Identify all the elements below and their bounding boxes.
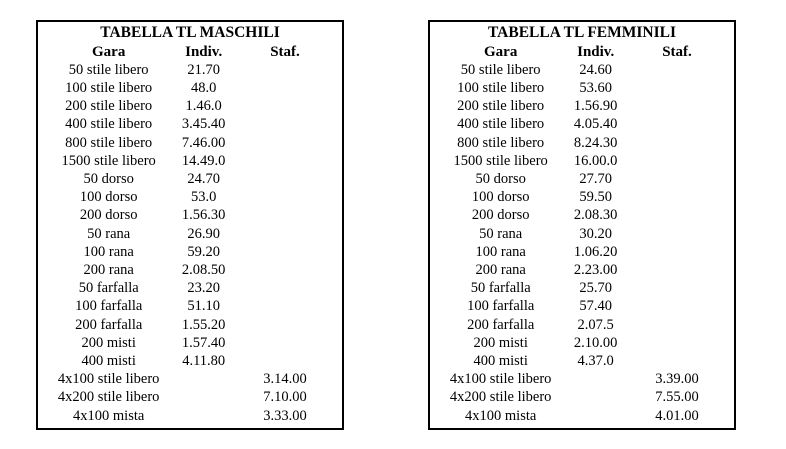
table-cell: 1500 stile libero: [453, 152, 548, 169]
column-header-staf: Staf.: [270, 43, 300, 60]
table-cell: 1.46.0: [185, 98, 222, 115]
table-row: [38, 134, 342, 152]
table-cell: 7.10.00: [263, 389, 307, 406]
table-cell: [228, 188, 342, 206]
table-cell: 4.37.0: [577, 352, 614, 369]
table-cell: [228, 79, 342, 97]
table-cell: [228, 243, 342, 261]
table-cell: 1.57.40: [181, 334, 226, 351]
table-cell: [228, 61, 342, 79]
table-cell: 200 misti: [473, 334, 528, 351]
table-cell: [620, 115, 734, 133]
table-cell: [228, 261, 342, 279]
table-row: [38, 316, 342, 334]
table-row: [38, 61, 342, 79]
table-cell: 200 rana: [475, 261, 526, 278]
table-cell: 48.0: [190, 79, 217, 96]
column-header-gara: Gara: [484, 43, 518, 60]
table-row: [38, 334, 342, 352]
table-row: [38, 297, 342, 315]
table-cell: 50 rana: [479, 225, 523, 242]
table-cell: 4x100 mista: [73, 407, 145, 424]
table-row: [38, 170, 342, 188]
table-cell: 100 dorso: [471, 189, 530, 206]
table-row: [430, 334, 734, 352]
table-row: [38, 407, 342, 425]
table-row: [430, 225, 734, 243]
table-cell: 16.00.0: [573, 152, 618, 169]
table-cell: [571, 388, 620, 406]
table-row: [38, 188, 342, 206]
table-cell: [620, 297, 734, 315]
table-cell: 50 stile libero: [68, 61, 149, 78]
table-cell: 1500 stile libero: [61, 152, 156, 169]
table-cell: 4x100 stile libero: [57, 371, 160, 388]
table-cell: 200 misti: [81, 334, 136, 351]
table-cell: 100 dorso: [79, 189, 138, 206]
table-cell: 200 farfalla: [467, 316, 535, 333]
table-cell: 51.10: [187, 298, 220, 315]
table-cell: 4.01.00: [655, 407, 699, 424]
table-cell: 8.24.30: [573, 134, 618, 151]
table-cell: 4x100 stile libero: [449, 371, 552, 388]
table-cell: 2.10.00: [573, 334, 618, 351]
table-cell: 24.70: [187, 170, 220, 187]
table-cell: 100 farfalla: [75, 298, 143, 315]
table-cell: [228, 134, 342, 152]
table-cell: 53.60: [579, 79, 612, 96]
table-cell: 100 stile libero: [457, 79, 545, 96]
table-cell: 14.49.0: [181, 152, 226, 169]
table-cell: 200 rana: [83, 261, 134, 278]
table-cell: 50 stile libero: [460, 61, 541, 78]
table-cell: [228, 279, 342, 297]
table-cell: [228, 225, 342, 243]
table-cell: [620, 188, 734, 206]
table-cell: [228, 334, 342, 352]
table-row: [38, 115, 342, 133]
table-cell: 59.20: [187, 243, 220, 260]
table-cell: [620, 206, 734, 224]
table-cell: 2.08.30: [573, 207, 618, 224]
table-cell: 4x200 stile libero: [449, 389, 552, 406]
table-cell: [620, 243, 734, 261]
table-cell: [228, 352, 342, 370]
table-cell: 50 farfalla: [470, 280, 531, 297]
table-cell: [620, 334, 734, 352]
table-cell: [620, 316, 734, 334]
table-cell: [620, 352, 734, 370]
table-cell: 100 stile libero: [65, 79, 153, 96]
table-cell: 59.50: [579, 189, 612, 206]
table-row: [38, 225, 342, 243]
table-header-row: [38, 43, 342, 61]
table-row: [430, 79, 734, 97]
table-cell: [571, 407, 620, 425]
table-cell: 57.40: [579, 298, 612, 315]
table-row: [430, 170, 734, 188]
table-cell: 24.60: [579, 61, 612, 78]
table-tl-maschili: [36, 20, 344, 430]
table-cell: 23.20: [187, 280, 220, 297]
table-cell: [228, 297, 342, 315]
table-row: [430, 61, 734, 79]
table-row: [38, 261, 342, 279]
table-row: [430, 152, 734, 170]
table-cell: [228, 115, 342, 133]
table-cell: 100 rana: [83, 243, 134, 260]
table-cell: [620, 225, 734, 243]
table-header-row: [430, 43, 734, 61]
table-body: [430, 61, 734, 425]
table-row: [430, 388, 734, 406]
table-cell: [620, 170, 734, 188]
table-cell: 50 dorso: [475, 170, 526, 187]
table-cell: 50 farfalla: [78, 280, 139, 297]
table-row: [430, 97, 734, 115]
table-cell: 7.46.00: [181, 134, 226, 151]
table-cell: 100 rana: [475, 243, 526, 260]
table-body: [38, 61, 342, 425]
table-cell: [228, 97, 342, 115]
table-cell: 400 stile libero: [457, 116, 545, 133]
table-cell: [228, 316, 342, 334]
table-cell: 21.70: [187, 61, 220, 78]
table-cell: 30.20: [579, 225, 612, 242]
table-row: [430, 297, 734, 315]
table-cell: [620, 97, 734, 115]
table-cell: 800 stile libero: [457, 134, 545, 151]
table-cell: 3.33.00: [263, 407, 307, 424]
table-cell: 100 farfalla: [467, 298, 535, 315]
table-row: [430, 261, 734, 279]
table-cell: 1.06.20: [573, 243, 618, 260]
table-cell: 27.70: [579, 170, 612, 187]
table-cell: [620, 79, 734, 97]
table-row: [430, 316, 734, 334]
table-cell: 1.55.20: [181, 316, 226, 333]
table-cell: 200 farfalla: [75, 316, 143, 333]
table-row: [38, 152, 342, 170]
table-cell: [620, 61, 734, 79]
table-cell: 25.70: [579, 280, 612, 297]
table-cell: 4.11.80: [182, 352, 226, 369]
table-row: [430, 134, 734, 152]
table-cell: 1.56.30: [181, 207, 226, 224]
table-row: [430, 188, 734, 206]
table-cell: [620, 261, 734, 279]
table-cell: 2.08.50: [181, 261, 226, 278]
table-cell: 200 dorso: [79, 207, 138, 224]
table-row: [430, 243, 734, 261]
table-cell: [228, 170, 342, 188]
table-row: [38, 243, 342, 261]
table-cell: [571, 370, 620, 388]
table-cell: 50 dorso: [83, 170, 134, 187]
table-row: [38, 206, 342, 224]
table-cell: 7.55.00: [655, 389, 699, 406]
table-cell: 200 dorso: [471, 207, 530, 224]
table-cell: 3.14.00: [263, 371, 307, 388]
table-cell: [620, 279, 734, 297]
table-cell: [620, 134, 734, 152]
table-cell: [179, 370, 228, 388]
table-row: [38, 97, 342, 115]
table-cell: 4x200 stile libero: [57, 389, 160, 406]
table-cell: 26.90: [187, 225, 220, 242]
table-cell: 4x100 mista: [465, 407, 537, 424]
table-cell: [620, 152, 734, 170]
table-cell: 400 misti: [81, 352, 136, 369]
table-cell: 400 misti: [473, 352, 528, 369]
column-header-gara: Gara: [92, 43, 126, 60]
table-row: [38, 79, 342, 97]
table-row: [38, 352, 342, 370]
table-row: [430, 370, 734, 388]
table-cell: 800 stile libero: [65, 134, 153, 151]
table-row: [430, 279, 734, 297]
column-header-indiv: Indiv.: [577, 43, 615, 60]
table-cell: 200 stile libero: [65, 98, 153, 115]
table-title: TABELLA TL FEMMINILI: [487, 24, 677, 41]
table-cell: 2.07.5: [577, 316, 614, 333]
table-cell: 2.23.00: [573, 261, 618, 278]
table-row: [38, 370, 342, 388]
column-header-staf: Staf.: [662, 43, 692, 60]
column-header-indiv: Indiv.: [185, 43, 223, 60]
table-cell: 3.39.00: [655, 371, 699, 388]
table-cell: 400 stile libero: [65, 116, 153, 133]
table-row: [38, 279, 342, 297]
table-cell: [179, 407, 228, 425]
table-row: [38, 388, 342, 406]
table-row: [430, 352, 734, 370]
table-cell: 1.56.90: [573, 98, 618, 115]
table-title: TABELLA TL MASCHILI: [100, 24, 280, 41]
table-cell: 3.45.40: [181, 116, 226, 133]
table-cell: [179, 388, 228, 406]
table-tl-femminili: [428, 20, 736, 430]
table-cell: [228, 152, 342, 170]
table-row: [430, 407, 734, 425]
table-row: [430, 206, 734, 224]
table-cell: 4.05.40: [573, 116, 618, 133]
table-cell: 53.0: [190, 189, 217, 206]
table-cell: 200 stile libero: [457, 98, 545, 115]
table-cell: [228, 206, 342, 224]
table-row: [430, 115, 734, 133]
table-cell: 50 rana: [87, 225, 131, 242]
